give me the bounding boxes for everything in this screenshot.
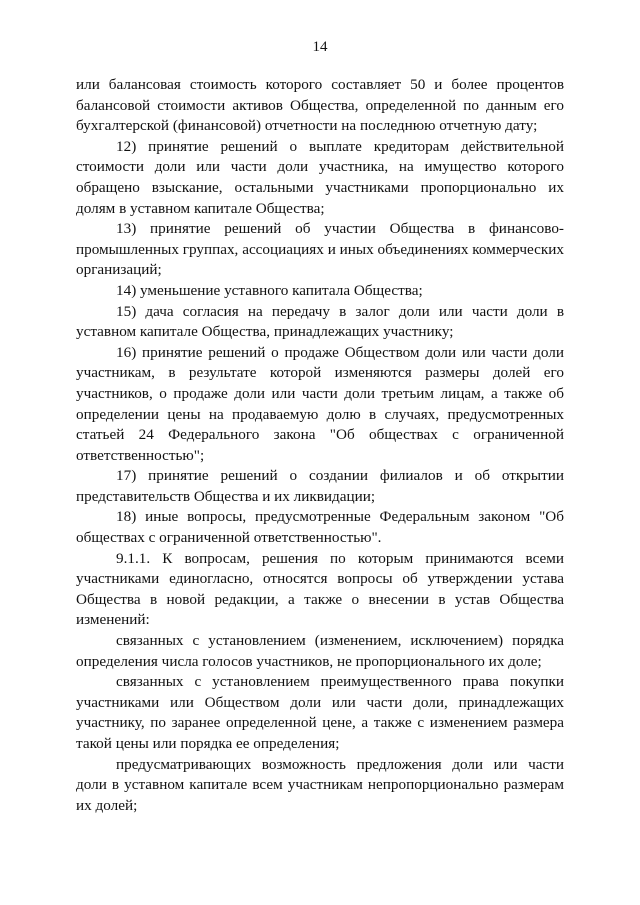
paragraph-subitem-offer-share: предусматривающих возможность предложения доли или части доли в уставном капитале всем участникам непропорционально размерам их долей; [76, 755, 564, 814]
paragraph-item-12: 12) принятие решений о выплате кредиторам действительной стоимости доли или части доли участника, на имущество которого обращено взыскание, остальными участниками пропорционально их долям в уставном капитале Общества; [76, 137, 564, 217]
paragraph-item-13: 13) принятие решений об участии Общества в финансово-промышленных группах, ассоциациях и иных объединениях коммерческих организаций; [76, 220, 564, 279]
paragraph-item-18: 18) иные вопросы, предусмотренные Федеральным законом "Об обществах с ограниченной ответственностью". [76, 508, 564, 547]
paragraph-section-9-1-1: 9.1.1. К вопросам, решения по которым принимаются всеми участниками единогласно, относятся вопросы об утверждении устава Общества в новой редакции, а также о внесении в устав Общества изменений: [76, 549, 564, 629]
paragraph-continuation: или балансовая стоимость которого составляет 50 и более процентов балансовой стоимости активов Общества, определенной по данным его бухгалтерской (финансовой) отчетности на последнюю отчетную дату; [76, 76, 564, 135]
paragraph-item-15: 15) дача согласия на передачу в залог доли или части доли в уставном капитале Общества, принадлежащих участнику; [76, 302, 564, 341]
page-number: 14 [312, 39, 328, 55]
document-body [76, 75, 564, 816]
paragraph-item-16: 16) принятие решений о продаже Обществом доли или части доли участникам, в результате которой изменяются размеры долей его участников, о продаже доли или части доли третьим лицам, а также об определении цены на продаваемую долю в случаях, предусмотренных статьей 24 Федерального закона "Об обществах с ограниченной ответственностью"; [76, 343, 564, 464]
paragraph-subitem-preemptive-right: связанных с установлением преимущественного права покупки участниками или Обществом доли или части доли, принадлежащих участнику, по заранее определенной цене, а также с изменением размера такой цены или порядка ее определения; [76, 673, 564, 752]
paragraph-subitem-votes: связанных с установлением (изменением, исключением) порядка определения числа голосов участников, не пропорционального их доле; [76, 632, 564, 670]
paragraph-item-17: 17) принятие решений о создании филиалов и об открытии представительств Общества и их ликвидации; [76, 467, 564, 505]
paragraph-item-14: 14) уменьшение уставного капитала Общества; [116, 281, 423, 299]
